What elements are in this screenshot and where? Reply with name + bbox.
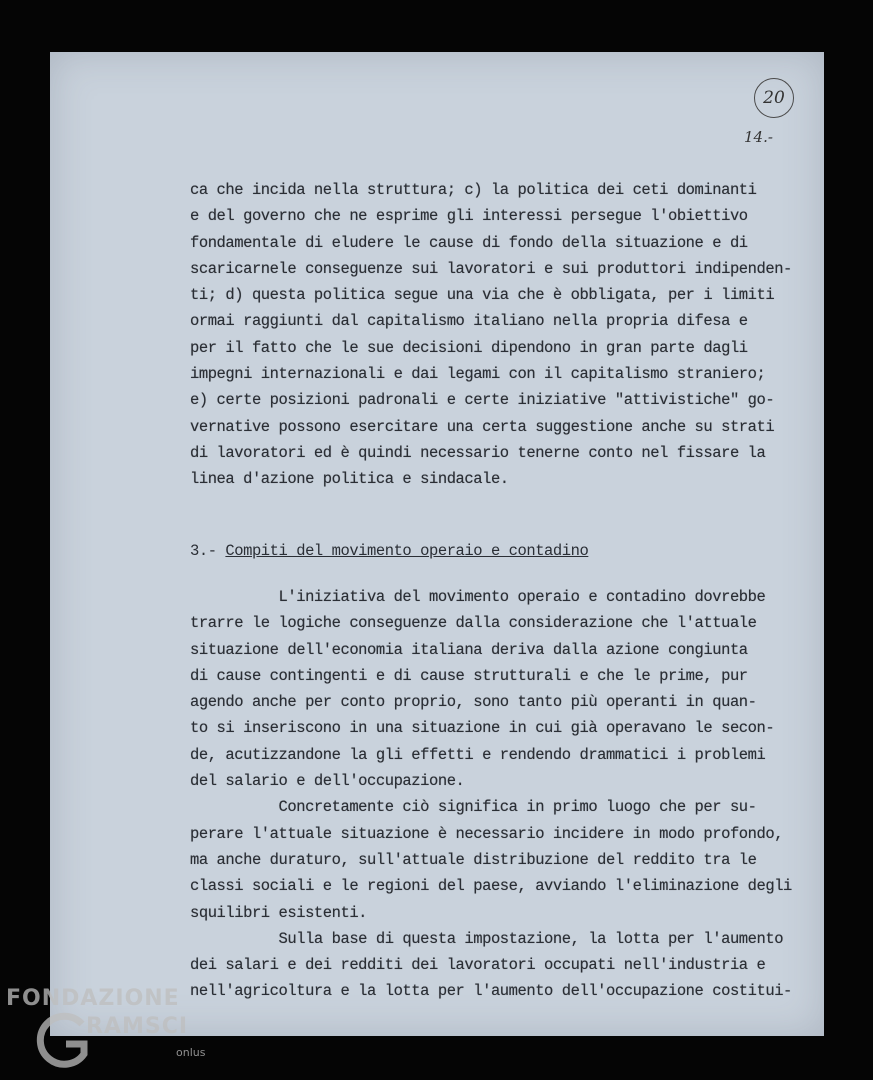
gramsci-g-logo-icon: [36, 1010, 92, 1072]
section-heading: [190, 542, 588, 560]
watermark-line-3: onlus: [176, 1046, 206, 1059]
watermark-line-2: RAMSCI: [86, 1014, 189, 1039]
paragraph-block-2: L'iniziativa del movimento operaio e contadino dovrebbe trarre le logiche conseguenze dalla considerazione che l'attuale situazione dell'economia italiana deriva dalla azione congiunta di cause contingenti e di cause strutturali e che le prime, pur agendo anche per conto proprio, sono tanto più operanti in quan- to si inseriscono in una situazione in cui già operavano le secon- de, acutizzandone la gli effetti e rendendo drammatici i problemi del salario e dell'occupazione. Concretamente ciò significa in primo luogo che per su- perare l'attuale situazione è necessario incidere in modo profondo, ma anche duraturo, sull'attuale distribuzione del reddito tra le classi sociali e le regioni del paese, avviando l'eliminazione degli squilibri esistenti. Sulla base di questa impostazione, la lotta per l'aumento dei salari e dei redditi dei lavoratori occupati nell'industria e nell'agricoltura e la lotta per l'aumento dell'occupazione costitui-: [190, 588, 792, 1001]
page-number: 14.-: [744, 128, 773, 146]
paragraph-block-1: ca che incida nella struttura; c) la politica dei ceti dominanti e del governo che ne esprime gli interessi persegue l'obiettivo fondamentale di eludere le cause di fondo della situazione e di scaricarnele conseguenze sui lavoratori e sui produttori indipenden- ti; d) questa politica segue una via che è obbligata, per i limiti ormai raggiunti dal capitalismo italiano nella propria difesa e per il fatto che le sue decisioni dipendono in gran parte dagli impegni internazionali e dai legami con il capitalismo straniero; e) certe posizioni padronali e certe iniziative "attivistiche" go- vernative possono esercitare una certa suggestione anche su strati di lavoratori ed è quindi necessario tenerne conto nel fissare la linea d'azione politica e sindacale.: [190, 181, 792, 489]
archive-number-circle: [754, 78, 794, 118]
archive-number: 20: [763, 88, 785, 108]
watermark-line-1: FONDAZIONE: [6, 986, 180, 1011]
fondazione-gramsci-watermark: [6, 986, 221, 1076]
section-title: Compiti del movimento operaio e contadino: [225, 542, 589, 560]
section-number: 3.-: [190, 542, 226, 560]
